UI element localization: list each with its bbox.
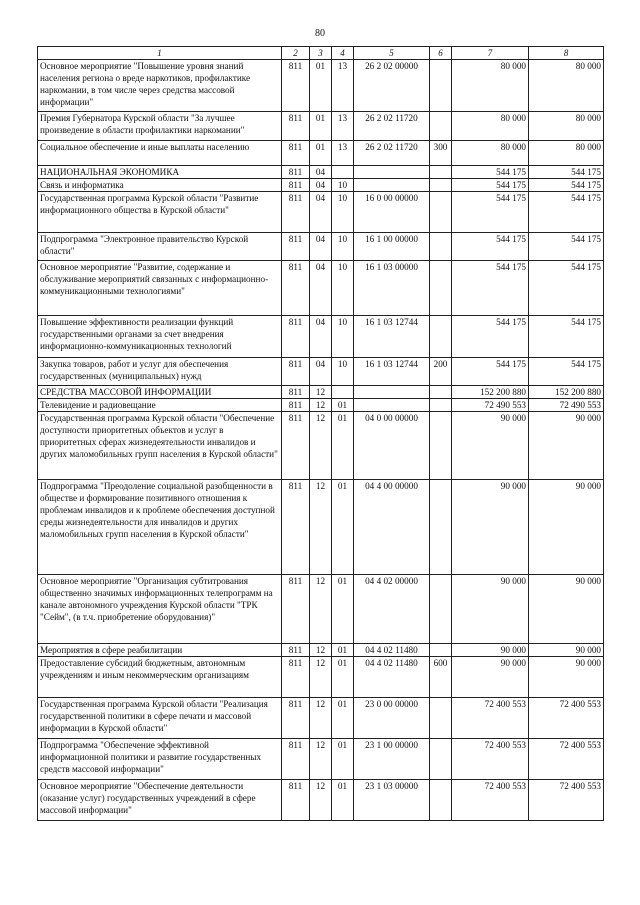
row-subsection: 01 (332, 575, 354, 644)
row-target (354, 386, 430, 399)
row-code: 811 (282, 166, 310, 179)
row-amount-2: 544 175 (529, 166, 604, 179)
row-type (430, 166, 452, 179)
row-amount-2: 80 000 (529, 60, 604, 112)
row-code: 811 (282, 698, 310, 739)
row-name: Основное мероприятие "Повышение уровня знаний населения региона о вреде наркотиков, профилактике наркомании, в том числе через средства массовой информации" (38, 60, 282, 112)
row-type: 200 (430, 358, 452, 386)
row-code: 811 (282, 480, 310, 575)
header-cell: 8 (529, 47, 604, 60)
row-type (430, 60, 452, 112)
row-code: 811 (282, 657, 310, 698)
row-amount-2: 80 000 (529, 141, 604, 166)
row-code: 811 (282, 358, 310, 386)
header-row (38, 47, 604, 60)
table-row (38, 657, 604, 698)
row-subsection: 01 (332, 399, 354, 412)
row-amount-2: 72 400 553 (529, 739, 604, 780)
row-subsection: 10 (332, 316, 354, 358)
row-amount-2: 544 175 (529, 179, 604, 192)
row-code: 811 (282, 575, 310, 644)
row-target: 26 2 02 11720 (354, 112, 430, 141)
row-subsection: 01 (332, 644, 354, 657)
row-amount-1: 90 000 (452, 412, 529, 480)
row-subsection: 13 (332, 112, 354, 141)
row-code: 811 (282, 141, 310, 166)
row-subsection: 10 (332, 233, 354, 261)
row-amount-2: 80 000 (529, 112, 604, 141)
row-amount-2: 72 400 553 (529, 698, 604, 739)
row-code: 811 (282, 399, 310, 412)
row-section: 12 (310, 386, 332, 399)
row-amount-1: 152 200 880 (452, 386, 529, 399)
header-cell: 7 (452, 47, 529, 60)
budget-table (37, 46, 604, 821)
row-target: 23 1 00 00000 (354, 739, 430, 780)
table-row (38, 575, 604, 644)
row-amount-1: 544 175 (452, 166, 529, 179)
row-target: 16 1 00 00000 (354, 233, 430, 261)
row-target: 23 1 03 00000 (354, 780, 430, 821)
header-cell: 1 (38, 47, 282, 60)
table-row (38, 412, 604, 480)
header-cell: 6 (430, 47, 452, 60)
row-amount-2: 90 000 (529, 480, 604, 575)
row-code: 811 (282, 192, 310, 233)
row-code: 811 (282, 739, 310, 780)
row-subsection: 01 (332, 698, 354, 739)
row-amount-1: 72 490 553 (452, 399, 529, 412)
row-amount-1: 544 175 (452, 316, 529, 358)
header-cell: 5 (354, 47, 430, 60)
row-target: 04 4 02 11480 (354, 644, 430, 657)
row-amount-1: 80 000 (452, 141, 529, 166)
row-amount-2: 90 000 (529, 575, 604, 644)
row-target: 26 2 02 00000 (354, 60, 430, 112)
table-row (38, 780, 604, 821)
row-target (354, 166, 430, 179)
table-row (38, 358, 604, 386)
row-amount-2: 90 000 (529, 644, 604, 657)
row-target: 16 0 00 00000 (354, 192, 430, 233)
row-name: Предоставление субсидий бюджетным, автономным учреждениям и иным некоммерческим организациям (38, 657, 282, 698)
row-name: Государственная программа Курской области "Реализация государственной политики в сфере печати и массовой информации в Курской области" (38, 698, 282, 739)
table-row (38, 112, 604, 141)
row-section: 12 (310, 644, 332, 657)
row-subsection: 01 (332, 780, 354, 821)
row-section: 04 (310, 233, 332, 261)
row-target: 26 2 02 11720 (354, 141, 430, 166)
row-amount-2: 90 000 (529, 412, 604, 480)
table-row (38, 233, 604, 261)
row-name: Телевидение и радиовещание (38, 399, 282, 412)
row-amount-1: 90 000 (452, 480, 529, 575)
row-name: Основное мероприятие "Развитие, содержание и обслуживание мероприятий связанных с информационно-коммуникационными технологиями" (38, 261, 282, 316)
row-subsection: 01 (332, 412, 354, 480)
page-number: 80 (315, 28, 325, 39)
header-cell: 3 (310, 47, 332, 60)
header-cell: 2 (282, 47, 310, 60)
row-section: 04 (310, 316, 332, 358)
row-subsection: 10 (332, 192, 354, 233)
row-subsection: 13 (332, 141, 354, 166)
row-amount-2: 544 175 (529, 192, 604, 233)
row-type (430, 261, 452, 316)
row-subsection: 01 (332, 480, 354, 575)
row-section: 12 (310, 575, 332, 644)
row-section: 12 (310, 739, 332, 780)
row-section: 04 (310, 192, 332, 233)
row-name: Связь и информатика (38, 179, 282, 192)
row-subsection: 10 (332, 179, 354, 192)
row-code: 811 (282, 233, 310, 261)
row-subsection: 10 (332, 261, 354, 316)
row-section: 01 (310, 112, 332, 141)
table-row (38, 698, 604, 739)
row-amount-1: 72 400 553 (452, 698, 529, 739)
row-section: 12 (310, 412, 332, 480)
row-type (430, 780, 452, 821)
row-amount-1: 544 175 (452, 233, 529, 261)
row-code: 811 (282, 112, 310, 141)
row-subsection (332, 166, 354, 179)
row-name: СРЕДСТВА МАССОВОЙ ИНФОРМАЦИИ (38, 386, 282, 399)
row-type (430, 316, 452, 358)
row-section: 12 (310, 780, 332, 821)
row-type (430, 233, 452, 261)
row-type (430, 644, 452, 657)
row-name: Государственная программа Курской области "Обеспечение доступности приоритетных объектов и услуг в приоритетных сферах жизнедеятельности инвалидов и других маломобильных групп населения в Курской области" (38, 412, 282, 480)
row-name: Социальное обеспечение и иные выплаты населению (38, 141, 282, 166)
table-row (38, 386, 604, 399)
row-type (430, 575, 452, 644)
row-amount-2: 544 175 (529, 358, 604, 386)
row-name: Подпрограмма "Электронное правительство Курской области" (38, 233, 282, 261)
table-row (38, 192, 604, 233)
row-section: 12 (310, 698, 332, 739)
row-target: 04 4 02 00000 (354, 575, 430, 644)
row-target: 04 4 00 00000 (354, 480, 430, 575)
row-code: 811 (282, 386, 310, 399)
row-amount-1: 90 000 (452, 575, 529, 644)
header-cell: 4 (332, 47, 354, 60)
row-code: 811 (282, 644, 310, 657)
row-name: Подпрограмма "Обеспечение эффективной информационной политики и развитие государственных средств массовой информации" (38, 739, 282, 780)
row-type (430, 739, 452, 780)
row-subsection: 10 (332, 358, 354, 386)
table-row (38, 60, 604, 112)
row-type: 300 (430, 141, 452, 166)
row-subsection: 01 (332, 739, 354, 780)
row-code: 811 (282, 412, 310, 480)
row-section: 12 (310, 657, 332, 698)
row-section: 12 (310, 399, 332, 412)
row-amount-2: 72 490 553 (529, 399, 604, 412)
row-type (430, 192, 452, 233)
row-section: 04 (310, 358, 332, 386)
table-row (38, 739, 604, 780)
row-type (430, 112, 452, 141)
table-row (38, 166, 604, 179)
row-target: 23 0 00 00000 (354, 698, 430, 739)
row-target (354, 399, 430, 412)
row-amount-2: 544 175 (529, 261, 604, 316)
row-subsection: 01 (332, 657, 354, 698)
row-section: 12 (310, 480, 332, 575)
row-target (354, 179, 430, 192)
table-row (38, 480, 604, 575)
row-target: 16 1 03 12744 (354, 316, 430, 358)
row-type (430, 179, 452, 192)
row-target: 16 1 03 12744 (354, 358, 430, 386)
row-type: 600 (430, 657, 452, 698)
row-amount-2: 544 175 (529, 316, 604, 358)
row-type (430, 412, 452, 480)
row-name: Основное мероприятие "Обеспечение деятельности (оказание услуг) государственных учреждений в сфере массовой информации" (38, 780, 282, 821)
table-row (38, 141, 604, 166)
row-amount-1: 544 175 (452, 192, 529, 233)
row-amount-1: 544 175 (452, 179, 529, 192)
row-type (430, 386, 452, 399)
row-type (430, 399, 452, 412)
table-row (38, 179, 604, 192)
row-amount-1: 90 000 (452, 657, 529, 698)
row-section: 04 (310, 179, 332, 192)
row-amount-2: 544 175 (529, 233, 604, 261)
row-subsection: 13 (332, 60, 354, 112)
row-name: Основное мероприятие "Организация субтитрования общественно значимых информационных телепрограмм на канале автономного учреждения Курской области "ТРК "Сейм", (в т.ч. приобретение оборудования)" (38, 575, 282, 644)
row-amount-1: 80 000 (452, 60, 529, 112)
row-amount-1: 72 400 553 (452, 739, 529, 780)
row-section: 01 (310, 60, 332, 112)
row-amount-1: 90 000 (452, 644, 529, 657)
row-name: Премия Губернатора Курской области "За лучшее произведение в области профилактики наркомании" (38, 112, 282, 141)
row-name: Подпрограмма "Преодоление социальной разобщенности в обществе и формирование позитивного отношения к проблемам инвалидов и к проблеме обеспечения доступной среды жизнедеятельности для инвалидов и других маломобильных групп населения в Курской области" (38, 480, 282, 575)
row-name: Мероприятия в сфере реабилитации (38, 644, 282, 657)
row-target: 04 0 00 00000 (354, 412, 430, 480)
row-code: 811 (282, 179, 310, 192)
row-amount-1: 72 400 553 (452, 780, 529, 821)
row-subsection (332, 386, 354, 399)
row-code: 811 (282, 60, 310, 112)
row-name: Государственная программа Курской области "Развитие информационного общества в Курской области" (38, 192, 282, 233)
row-type (430, 480, 452, 575)
row-target: 16 1 03 00000 (354, 261, 430, 316)
row-name: Повышение эффективности реализации функций государственными органами за счет внедрения информационно-коммуникационных технологий (38, 316, 282, 358)
row-amount-1: 544 175 (452, 358, 529, 386)
row-amount-1: 544 175 (452, 261, 529, 316)
row-code: 811 (282, 261, 310, 316)
table-row (38, 644, 604, 657)
table-row (38, 399, 604, 412)
row-name: НАЦИОНАЛЬНАЯ ЭКОНОМИКА (38, 166, 282, 179)
row-code: 811 (282, 780, 310, 821)
row-type (430, 698, 452, 739)
row-code: 811 (282, 316, 310, 358)
row-amount-2: 152 200 880 (529, 386, 604, 399)
row-amount-2: 72 400 553 (529, 780, 604, 821)
row-section: 04 (310, 261, 332, 316)
row-amount-1: 80 000 (452, 112, 529, 141)
row-target: 04 4 02 11480 (354, 657, 430, 698)
row-amount-2: 90 000 (529, 657, 604, 698)
row-name: Закупка товаров, работ и услуг для обеспечения государственных (муниципальных) нужд (38, 358, 282, 386)
row-section: 01 (310, 141, 332, 166)
row-section: 04 (310, 166, 332, 179)
table-row (38, 261, 604, 316)
table-row (38, 316, 604, 358)
